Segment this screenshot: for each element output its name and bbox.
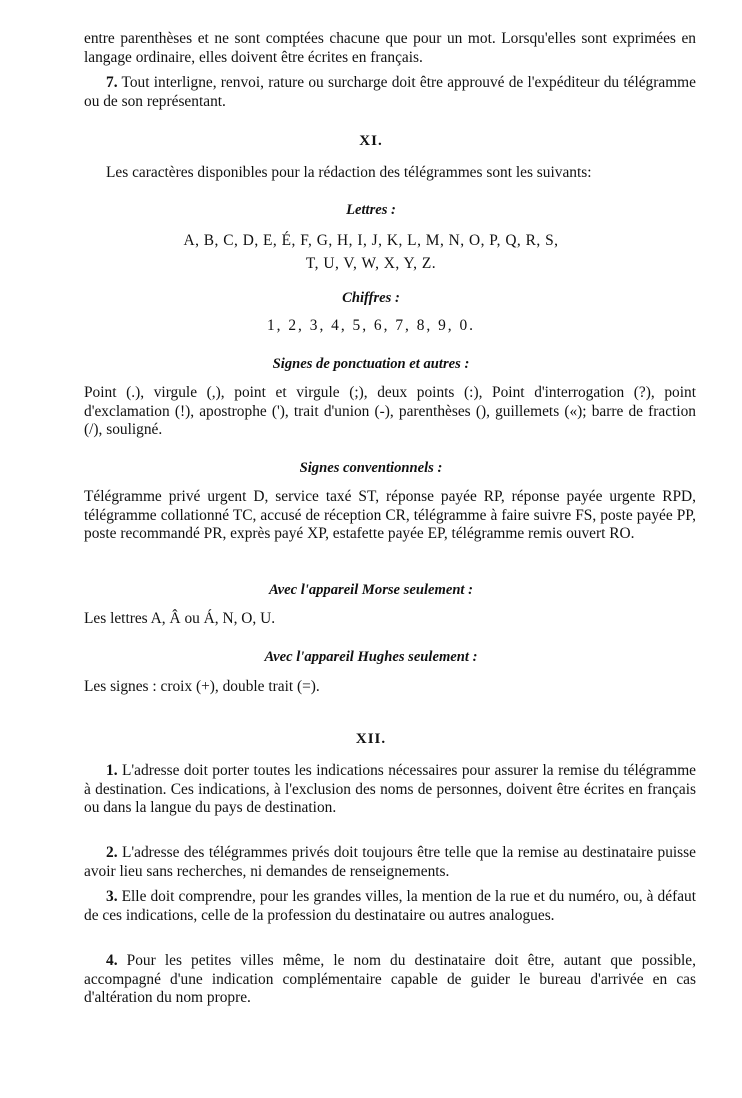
- item-text: Pour les petites villes même, le nom du destinataire doit être, autant que possible, accompagné d'une indication complémentaire capable de guider le bureau d'arrivée en cas d'altération du nom propre.: [84, 952, 696, 1007]
- chiffres-list: 1, 2, 3, 4, 5, 6, 7, 8, 9, 0.: [266, 317, 476, 334]
- item-text: L'adresse des télégrammes privés doit toujours être telle que la remise au destinataire puisse avoir lieu sans recherches, ni demandes de renseignements.: [84, 844, 696, 880]
- paragraph-xii-4: [84, 952, 696, 1008]
- item-text: Tout interligne, renvoi, rature ou surcharge doit être approuvé de l'expéditeur du télégramme ou de son représentant.: [84, 74, 696, 110]
- item-text: Elle doit comprendre, pour les grandes villes, la mention de la rue et du numéro, ou, à défaut de ces indications, celle de la profession du destinataire ou autres analogues.: [84, 888, 696, 924]
- section-heading-xi: XI.: [359, 133, 383, 149]
- item-number: 3.: [106, 888, 118, 905]
- paragraph-xii-3: [84, 888, 696, 925]
- item-number: 4.: [106, 952, 118, 969]
- section-heading-xii: XII.: [355, 731, 387, 747]
- conventionnels-text: Télégramme privé urgent D, service taxé ST, réponse payée RP, réponse payée urgente RPD, télégramme collationné TC, accusé de réception CR, télégramme à faire suivre FS, poste payée PP, poste recommandé PR, exprès payé XP, estafette payée EP, télégramme remis ouvert RO.: [84, 488, 696, 543]
- paragraph-7: [84, 74, 696, 111]
- hughes-heading: Avec l'appareil Hughes seulement :: [264, 649, 478, 665]
- lettres-line-1: A, B, C, D, E, É, F, G, H, I, J, K, L, M, N, O, P, Q, R, S,: [183, 232, 559, 249]
- item-number: 1.: [106, 762, 118, 779]
- item-number: 2.: [106, 844, 118, 861]
- morse-heading: Avec l'appareil Morse seulement :: [268, 582, 473, 598]
- paragraph-xii-2: [84, 844, 696, 881]
- item-number: 7.: [106, 74, 118, 91]
- lettres-heading: Lettres :: [346, 202, 396, 218]
- chiffres-heading: Chiffres :: [342, 290, 400, 306]
- lettres-line-2: T, U, V, W, X, Y, Z.: [305, 255, 437, 272]
- hughes-text: Les signes : croix (+), double trait (=).: [84, 678, 320, 695]
- section-intro: Les caractères disponibles pour la rédaction des télégrammes sont les suivants:: [106, 164, 592, 181]
- paragraph-xii-1: [84, 762, 696, 818]
- ponctuation-text: Point (.), virgule (,), point et virgule (;), deux points (:), Point d'interrogation (?), point d'exclamation (!), apostrophe ('), trait d'union (-), parenthèses (), guillemets («); barre de fraction (/), souligné.: [84, 384, 696, 439]
- conventionnels-heading: Signes conventionnels :: [299, 460, 443, 476]
- item-text: L'adresse doit porter toutes les indications nécessaires pour assurer la remise du télégramme à destination. Ces indications, à l'exclusion des noms de personnes, doivent être écrites en français ou dans la langue du pays de destination.: [84, 762, 697, 817]
- morse-text: Les lettres A, Â ou Á, N, O, U.: [84, 610, 276, 627]
- ponctuation-heading: Signes de ponctuation et autres :: [272, 356, 470, 372]
- lettres-list: [0, 229, 742, 275]
- continued-paragraph: entre parenthèses et ne sont comptées chacune que pour un mot. Lorsqu'elles sont exprimées en langage ordinaire, elles doivent être écrites en français.: [84, 30, 696, 66]
